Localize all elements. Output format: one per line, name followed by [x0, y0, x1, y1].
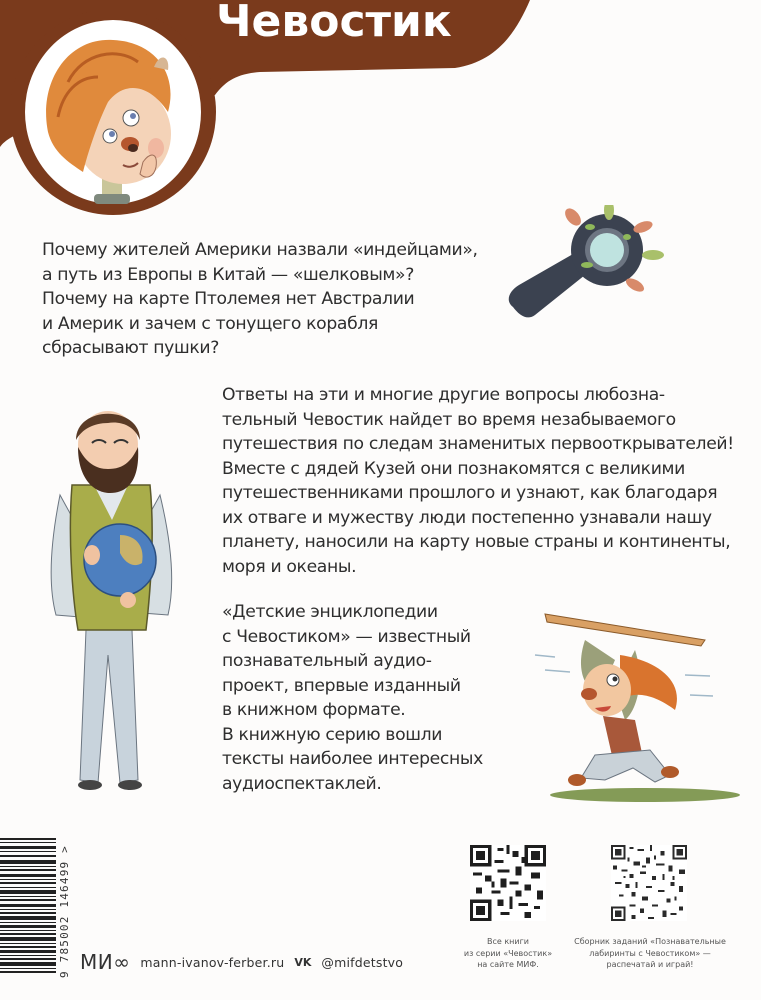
qr-caption-labyrinths [570, 936, 730, 971]
description-line: Ответы на эти и многие другие вопросы любозна- [222, 385, 665, 405]
publisher-logo: МИ∞ [80, 950, 131, 974]
intro-line: сбрасывают пушки? [42, 338, 219, 358]
series-line: В книжную серию вошли [222, 724, 443, 745]
caption-line: Сборник заданий «Познавательные [574, 937, 726, 946]
intro-line: Почему на карте Птолемея нет Австралии [42, 289, 415, 309]
isbn-barcode [0, 838, 56, 988]
series-line: тексты наиболее интересных [222, 749, 483, 769]
intro-line: Почему жителей Америки назвали «индейцами», [42, 240, 478, 260]
chevostik-portrait-illustration [28, 22, 198, 212]
publisher-footer [80, 950, 403, 974]
book-description [222, 383, 734, 579]
publisher-website-link[interactable]: mann-ivanov-ferber.ru [140, 954, 285, 970]
description-line: тельный Чевостик найдет во время незабываемого [222, 409, 676, 430]
series-line: в книжном формате. [222, 700, 406, 720]
series-info [222, 600, 483, 796]
series-line: познавательный аудио- [222, 651, 432, 671]
qr-caption-all-books [458, 936, 558, 971]
series-line: аудиоспектаклей. [222, 773, 382, 794]
uncle-kuzya-illustration [20, 385, 190, 805]
isbn-number: 9 785002 146499 > [58, 845, 71, 978]
description-line: их отваге и мужеству люди постепенно узнавали нашу [222, 507, 712, 528]
intro-line: а путь из Европы в Китай — «шелковым»? [42, 264, 414, 285]
caption-line: распечатай и играй! [606, 960, 694, 969]
qr-code-icon[interactable] [611, 845, 687, 921]
description-line: Вместе с дядей Кузей они познакомятся с великими [222, 458, 685, 479]
series-line: с Чевостиком» — известный [222, 626, 471, 647]
caption-line: из серии «Чевостик» [463, 948, 553, 958]
caption-line: лабиринты с Чевостиком» — [589, 948, 711, 958]
description-line: путешественниками прошлого и узнают, как благодаря [222, 483, 718, 503]
description-line: планету, наносили на карту новые страны и континенты, [222, 532, 731, 552]
caption-line: Все книги [486, 937, 529, 946]
series-title: Чевостик [216, 0, 452, 47]
chevostik-running-illustration [525, 600, 750, 810]
intro-line: и Америк и зачем с тонущего корабля [42, 313, 378, 334]
magnifying-glass-illustration [495, 205, 665, 330]
description-line: путешествия по следам знаменитых первооткрывателей! [222, 434, 734, 454]
qr-code-icon[interactable] [470, 845, 546, 921]
series-line: «Детские энциклопедии [222, 602, 438, 622]
series-line: проект, впервые изданный [222, 675, 461, 696]
vk-icon: VK [294, 955, 312, 969]
description-line: моря и океаны. [222, 556, 357, 577]
social-handle-link[interactable]: @mifdetstvo [321, 954, 404, 970]
intro-questions [42, 238, 478, 361]
caption-line: на сайте МИФ. [477, 960, 539, 969]
